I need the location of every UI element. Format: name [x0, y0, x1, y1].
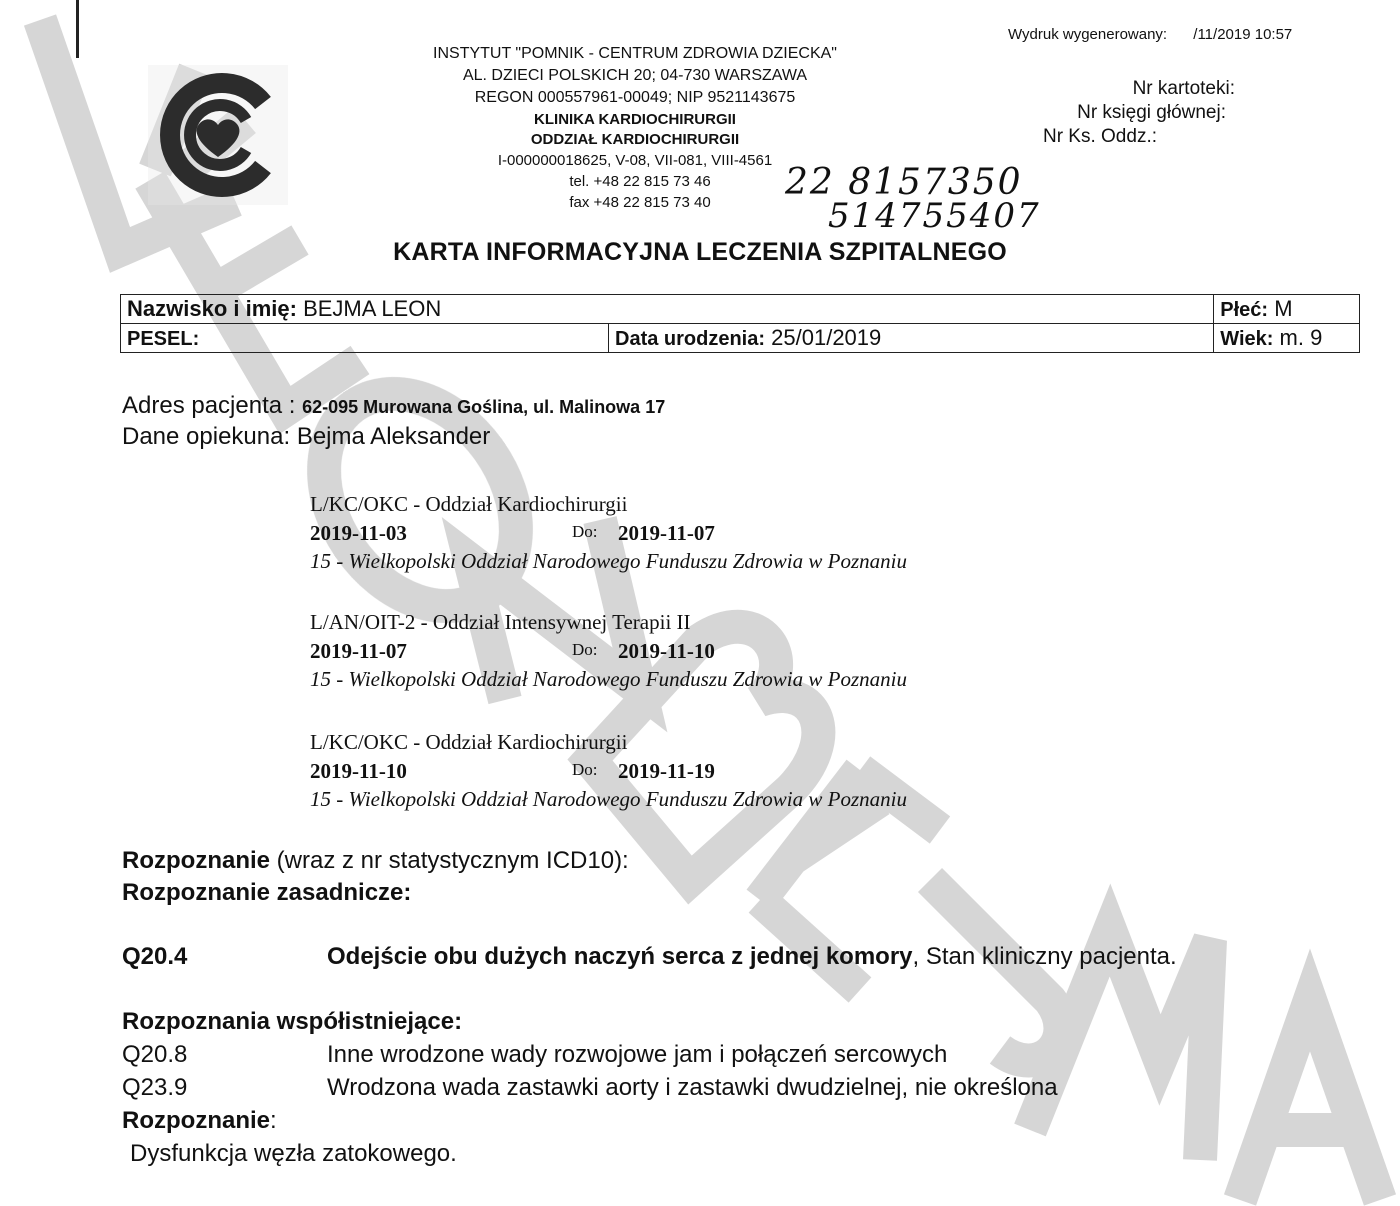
patient-sex-cell	[1214, 295, 1360, 324]
registry-ks-oddz: Nr Ks. Oddz.:	[1042, 126, 1157, 147]
print-info-value: /11/2019 10:57	[1193, 26, 1293, 43]
guardian-label: Dane opiekuna:	[122, 423, 291, 450]
patient-row-2	[121, 324, 1360, 353]
patient-pesel-cell	[121, 324, 609, 353]
institute-fax: fax +48 22 815 73 40	[569, 194, 711, 211]
guardian-info	[122, 423, 490, 451]
print-info	[1008, 26, 1292, 43]
hosp-insurer: 15 - Wielkopolski Oddział Narodowego Funduszu Zdrowia w Poznaniu	[310, 667, 907, 691]
hospitalization-3	[0, 730, 1100, 820]
other-diagnosis-heading-rest: :	[270, 1107, 277, 1134]
coexisting-text-2: Wrodzona wada zastawki aorty i zastawki dwudzielnej, nie określona	[327, 1074, 1058, 1101]
to-label: Do:	[572, 522, 598, 541]
patient-age-label: Wiek:	[1220, 328, 1274, 350]
department-name: ODDZIAŁ KARDIOCHIRURGII	[530, 131, 740, 148]
patient-address	[122, 392, 665, 420]
coexisting-code-1: Q20.8	[122, 1041, 188, 1068]
other-diagnosis-text: Dysfunkcja węzła zatokowego.	[130, 1140, 457, 1167]
hosp-from: 2019-11-03	[310, 521, 407, 545]
main-diagnosis-suffix: , Stan kliniczny pacjenta.	[912, 943, 1177, 970]
print-info-label: Wydruk wygenerowany:	[1008, 26, 1168, 43]
patient-age-cell	[1214, 324, 1360, 353]
handwritten-phone-1: 22 8157350	[785, 162, 1023, 203]
institute-address: AL. DZIECI POLSKICH 20; 04-730 WARSZAWA	[462, 67, 808, 84]
hosp-unit: L/KC/OKC - Oddział Kardiochirurgii	[310, 730, 628, 754]
patient-dob-value: 25/01/2019	[771, 325, 882, 350]
hosp-unit: L/KC/OKC - Oddział Kardiochirurgii	[310, 492, 628, 516]
coexisting-heading: Rozpoznania współistniejące:	[122, 1008, 463, 1035]
patient-table	[120, 294, 1360, 353]
other-diagnosis-heading-bold: Rozpoznanie	[122, 1107, 270, 1134]
patient-name-cell	[121, 295, 1214, 324]
patient-dob-cell	[609, 324, 1214, 353]
hosp-to: 2019-11-07	[618, 521, 715, 545]
institute-regon: REGON 000557961-00049; NIP 9521143675	[474, 89, 796, 106]
patient-age-value: m. 9	[1279, 325, 1323, 350]
hosp-to: 2019-11-19	[618, 759, 715, 783]
hosp-insurer: 15 - Wielkopolski Oddział Narodowego Funduszu Zdrowia w Poznaniu	[310, 787, 907, 811]
main-diagnosis-code: Q20.4	[122, 943, 188, 970]
handwritten-phone-2: 514755407	[828, 196, 1041, 236]
patient-dob-label: Data urodzenia:	[615, 328, 766, 350]
coexisting-code-2: Q23.9	[122, 1074, 188, 1101]
institute-codes: I-000000018625, V-08, VII-081, VIII-4561	[497, 152, 773, 169]
hospitalization-2	[0, 610, 1100, 700]
to-label: Do:	[572, 760, 598, 779]
patient-name-value: BEJMA LEON	[303, 296, 442, 321]
main-diagnosis-text: Odejście obu dużych naczyń serca z jednej komory	[327, 943, 913, 970]
other-diagnosis-heading	[122, 1107, 277, 1135]
coexisting-text-1: Inne wrodzone wady rozwojowe jam i połączeń sercowych	[327, 1041, 948, 1068]
hosp-insurer: 15 - Wielkopolski Oddział Narodowego Funduszu Zdrowia w Poznaniu	[310, 549, 907, 573]
address-label: Adres pacjenta :	[122, 392, 296, 419]
guardian-value: Bejma Aleksander	[296, 423, 491, 450]
document-title: KARTA INFORMACYJNA LECZENIA SZPITALNEGO	[393, 238, 1007, 266]
patient-name-label: Nazwisko i imię:	[127, 296, 297, 321]
clinic-name: KLINIKA KARDIOCHIRURGII	[534, 111, 736, 128]
address-value: 62-095 Murowana Goślina, ul. Malinowa 17	[302, 397, 666, 417]
hosp-from: 2019-11-07	[310, 639, 407, 663]
corner-mark	[76, 0, 79, 58]
hosp-to: 2019-11-10	[618, 639, 715, 663]
registry-kartoteka: Nr kartoteki:	[1132, 78, 1235, 99]
to-label: Do:	[572, 640, 598, 659]
institute-tel: tel. +48 22 815 73 46	[569, 173, 711, 190]
patient-row-1	[121, 295, 1360, 324]
main-diagnosis-heading: Rozpoznanie zasadnicze:	[122, 879, 412, 906]
institute-name: INSTYTUT "POMNIK - CENTRUM ZDROWIA DZIECKA"	[433, 45, 837, 62]
hosp-from: 2019-11-10	[310, 759, 407, 783]
institute-logo	[148, 65, 288, 205]
hosp-unit: L/AN/OIT-2 - Oddział Intensywnej Terapii II	[310, 610, 691, 634]
hospitalization-1	[0, 492, 1100, 582]
patient-sex-label: Płeć:	[1220, 299, 1269, 321]
registry-ksiega: Nr księgi głównej:	[1077, 102, 1226, 123]
patient-pesel-label: PESEL:	[127, 328, 200, 350]
patient-sex-value: M	[1274, 296, 1293, 321]
main-diagnosis	[327, 943, 1177, 971]
diagnosis-heading-rest: (wraz z nr statystycznym ICD10):	[270, 847, 629, 874]
diagnosis-heading-bold: Rozpoznanie	[122, 847, 270, 874]
diagnosis-heading	[122, 847, 629, 875]
